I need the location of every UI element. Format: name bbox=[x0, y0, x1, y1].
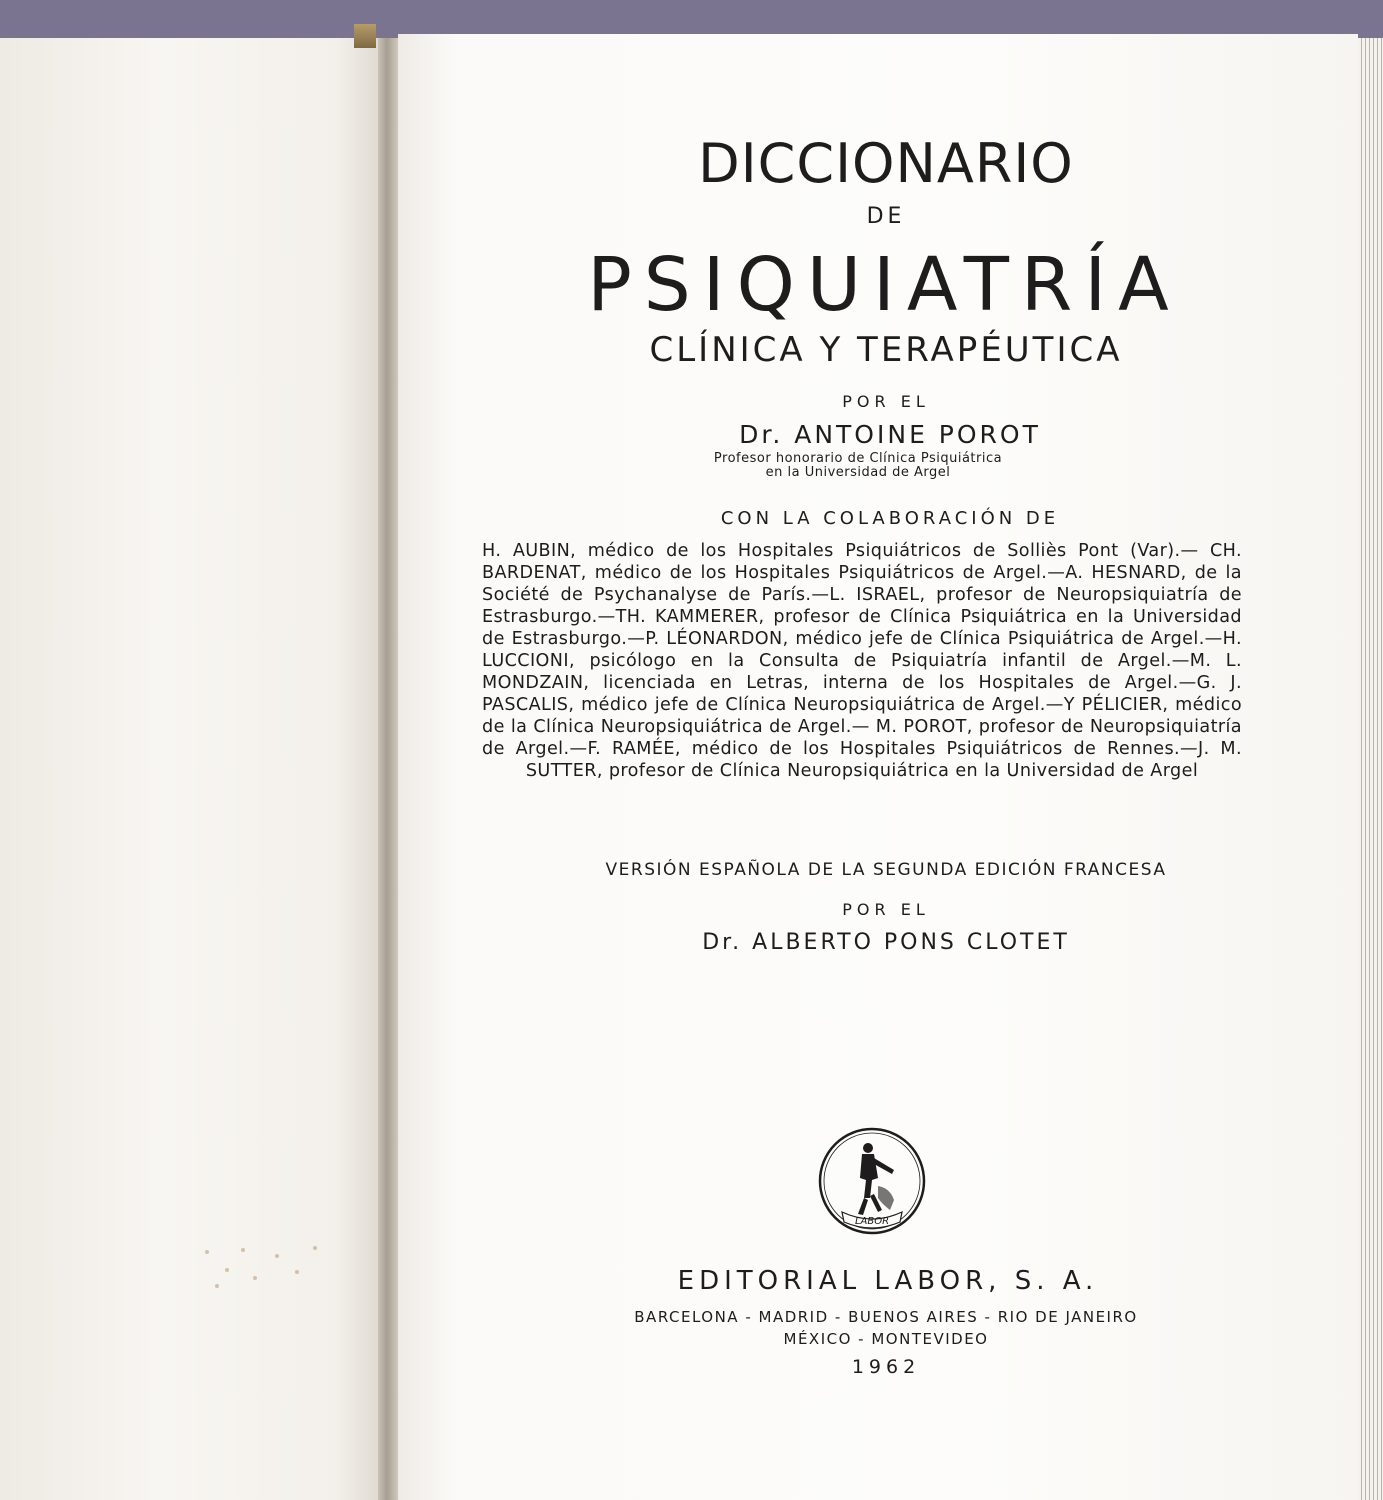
author-affiliation-line-1: Profesor honorario de Clínica Psiquiátrica bbox=[713, 451, 1003, 466]
author-affiliation-line-2: en la Universidad de Argel bbox=[765, 465, 951, 480]
por-el-label-translator: POR EL bbox=[842, 900, 930, 919]
book-gutter bbox=[378, 38, 400, 1500]
collaborators-list: H. AUBIN, médico de los Hospitales Psiquiátricos de Solliès Pont (Var).— CH. BARDENAT, médico de los Hospitales Psiquiátricos de Argel.—A. HESNARD, de la Société de Psychanalyse de París.—L. ISRAEL, profesor de Neuropsiquiatría de Estrasburgo.—TH. KAMMERER, profesor de Clínica Psiquiátrica en la Universidad de Estrasburgo.—P. LÉONARDON, médico jefe de Clínica Psiquiátrica de Argel.—H. LUCCIONI, psicólogo en la Consulta de Psiquiatría infantil de Argel.—M. L. MONDZAIN, licenciada en Letras, interna de los Hospitales de Argel.—G. J. PASCALIS, médico jefe de Clínica Neuropsiquiátrica de Argel.—Y PÉLICIER, médico de la Clínica Neuropsiquiátrica de Argel.— M. POROT, profesor de Neuropsiquiatría de Argel.—F. RAMÉE, médico de los Hospitales Psiquiátricos de Rennes.—J. M. SUTTER, profesor de Clínica Neuropsiquiátrica en la Universidad de Argel bbox=[482, 541, 1242, 781]
translator-name: Dr. ALBERTO PONS CLOTET bbox=[702, 930, 1070, 955]
foxing-spots bbox=[195, 1240, 345, 1300]
logo-label: LABOR bbox=[854, 1216, 890, 1227]
publication-year: 1962 bbox=[851, 1356, 921, 1378]
title-line-de: DE bbox=[866, 204, 906, 229]
edition-note: VERSIÓN ESPAÑOLA DE LA SEGUNDA EDICIÓN FRANCESA bbox=[605, 860, 1167, 880]
title-line-diccionario: DICCIONARIO bbox=[698, 132, 1074, 195]
book-main-title: PSIQUIATRÍA bbox=[587, 242, 1181, 328]
author-affiliation bbox=[688, 452, 1028, 480]
author-name: Dr. ANTOINE POROT bbox=[739, 420, 1041, 449]
publisher-cities-line-1: BARCELONA - MADRID - BUENOS AIRES - RIO DE JANEIRO bbox=[634, 1308, 1138, 1326]
title-page bbox=[398, 34, 1358, 1500]
publisher-logo bbox=[816, 1126, 928, 1236]
collaboration-heading: CON LA COLABORACIÓN DE bbox=[720, 508, 1060, 529]
book-spine-edge bbox=[354, 24, 376, 48]
publisher-name: EDITORIAL LABOR, S. A. bbox=[677, 1266, 1099, 1296]
book-subtitle: CLÍNICA Y TERAPÉUTICA bbox=[649, 330, 1123, 370]
publisher-cities-line-2: MÉXICO - MONTEVIDEO bbox=[783, 1330, 989, 1348]
por-el-label: POR EL bbox=[842, 392, 930, 411]
